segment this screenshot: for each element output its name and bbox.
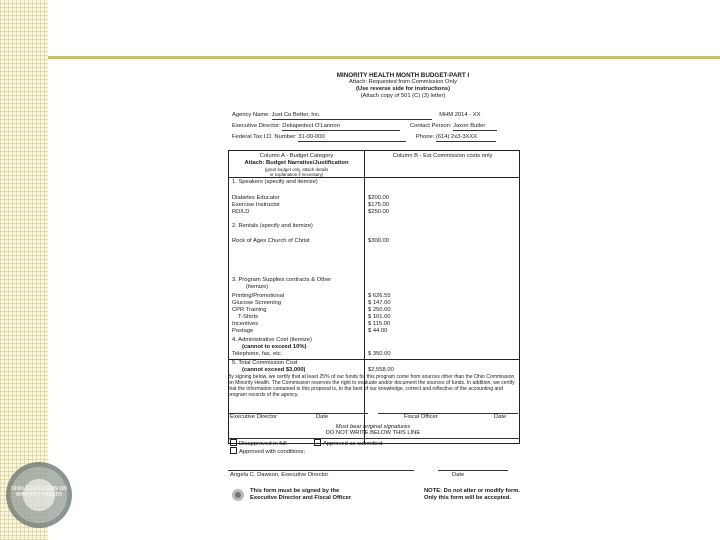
supplies-amounts — [368, 293, 391, 335]
supplies-labels — [232, 293, 284, 335]
column-a-note2: or explanation if necessary) — [269, 172, 324, 177]
rental-label: Rock of Ages Church of Christ — [232, 238, 310, 244]
header-divider — [229, 177, 519, 178]
budget-form-document — [228, 72, 578, 530]
ohio-seal-icon — [232, 489, 244, 501]
agency-label: Agency Name: — [232, 112, 271, 118]
certification-text: By signing below, we certify that at least 25% of our funds for this program come from sources other than the Ohio Commission on Minority Health. The Commission reserves the right to evaluate and/or document the sources of funds. In addition, we certify that the information contained in this proposal is, to the best of our knowledge, correct and reflective of the accounting and program records of the agency. — [228, 374, 515, 398]
form-instructions: (Use reverse side for instructions) — [355, 86, 451, 92]
supply-label: Printing/Promotional — [232, 293, 285, 299]
column-a-title: Column A - Budget Category — [259, 153, 334, 159]
budget-table — [228, 150, 520, 444]
exec-signature-label: Executive Director — [230, 414, 278, 420]
fedtax-row — [232, 134, 496, 142]
option-conditions-label: Approved with conditions: — [239, 449, 306, 455]
contact-value: Jaxon Butler — [453, 123, 486, 129]
director-label: Executive Director: — [232, 123, 281, 129]
alteration-note — [424, 488, 520, 502]
option-approved-label: Approved as submitted — [323, 441, 383, 447]
speaker-amount: $250.00 — [368, 209, 389, 215]
admin-limit: (cannot to exceed 10%) — [242, 344, 307, 350]
supply-amount: $ 44.00 — [368, 328, 388, 334]
seal-text: OHIO COMMISSION ON MINORITY HEALTH — [11, 486, 67, 498]
admin-amount: $ 350.00 — [368, 351, 391, 357]
director-row — [232, 123, 497, 131]
column-a-header — [229, 153, 364, 177]
phone-field[interactable] — [436, 134, 496, 142]
fedtax-label: Federal Tax I.D. Number: — [232, 134, 297, 140]
rental-amount: $300.00 — [368, 238, 389, 244]
supply-label: T-Shirts — [238, 314, 258, 320]
total-amount: $2,558.00 — [368, 367, 394, 373]
title-rule — [48, 56, 720, 59]
supply-amount: $ 101.00 — [368, 314, 391, 320]
phone-value: (614) 2x3-3XXX — [435, 134, 478, 140]
supply-amount: $ 626.55 — [368, 293, 391, 299]
total-limit: (cannot exceed $3,000) — [242, 367, 306, 373]
approver-name: Angela C. Dawson, Executive Director — [230, 472, 329, 478]
decorative-grid-strip — [0, 0, 48, 540]
signing-note-line: Executive Director and Fiscal Officer — [250, 495, 352, 501]
speakers-amounts — [368, 195, 389, 216]
checkbox-icon[interactable] — [314, 439, 321, 446]
mhm-number: MHM 2014 - XX — [439, 112, 481, 118]
option-approved[interactable] — [314, 439, 382, 448]
section-total — [232, 360, 305, 374]
do-not-write-note: DO NOT WRITE BELOW THIS LINE — [325, 430, 421, 436]
admin-title: 4. Administrative Cost (itemize) — [232, 337, 312, 343]
admin-label: Telephone, fax, etc. — [232, 351, 283, 357]
section-rentals: 2. Rentals (specify and itemize) — [232, 223, 313, 229]
form-subtitle: Attach: Requested from Commission Only — [349, 79, 457, 85]
supply-amount: $ 115.00 — [368, 321, 391, 327]
speaker-amount: $200.00 — [368, 195, 389, 201]
exec-date-label: Date — [316, 414, 329, 420]
signing-note-line: This form must be signed by the — [250, 488, 340, 494]
supply-amount: $ 147.00 — [368, 300, 391, 306]
total-title: 5. Total Commission Cost — [232, 360, 298, 366]
approver-date-line[interactable] — [438, 470, 508, 471]
commission-seal-icon — [6, 462, 72, 528]
speaker-label: Diabetes Educator — [232, 195, 280, 201]
approver-signature-line[interactable] — [228, 470, 414, 471]
alteration-note-line: Only this form will be accepted. — [424, 495, 511, 501]
speaker-amount: $175.00 — [368, 202, 389, 208]
supply-label: CPR Training — [232, 307, 267, 313]
contact-field[interactable] — [453, 123, 497, 131]
supplies-title: 3. Program Supplies contracts & Other — [232, 277, 332, 283]
phone-label: Phone: — [415, 134, 435, 140]
contact-label: Contact Person: — [409, 123, 452, 129]
form-attach-note: (Attach copy of 501 (C) (3) letter) — [360, 93, 446, 99]
supply-label: Postage — [232, 328, 254, 334]
supply-label: Incentives — [232, 321, 259, 327]
speaker-label: RD/LD — [232, 209, 250, 215]
column-a-subtitle: Attach: Budget Narrative/Justification — [244, 160, 349, 166]
supply-amount: $ 250.00 — [368, 307, 391, 313]
section-admin — [232, 337, 312, 351]
agency-value: Just Cu Better, Inc. — [271, 112, 321, 118]
section-supplies — [232, 277, 331, 291]
approver-date-label: Date — [452, 472, 465, 478]
form-title: MINORITY HEALTH MONTH BUDGET-PART I — [336, 72, 470, 79]
fedtax-value: 31-00-000 — [298, 134, 325, 140]
section-speakers: 1. Speakers (specify and itemize) — [232, 179, 318, 185]
option-disapproved-label: Disapproved in full — [239, 441, 287, 447]
fiscal-signature-label: Fiscal Officer — [404, 414, 438, 420]
speaker-label: Exercise Instructor — [232, 202, 280, 208]
fedtax-field[interactable] — [298, 134, 406, 142]
supply-label: Glucose Screening — [232, 300, 281, 306]
option-conditions[interactable] — [230, 447, 305, 456]
form-header — [228, 72, 578, 100]
agency-field[interactable] — [272, 112, 432, 120]
must-bear-note: Must bear original signatures — [335, 424, 411, 430]
director-value: Dekapedect O'Lannon — [282, 123, 340, 129]
column-divider — [364, 151, 365, 443]
supplies-itemize: (itemize) — [246, 284, 269, 290]
signing-note — [250, 488, 351, 502]
agency-row — [232, 112, 481, 120]
speakers-labels — [232, 195, 280, 216]
alteration-note-line: NOTE: Do not alter or modify form. — [424, 488, 520, 494]
checkbox-icon[interactable] — [230, 447, 237, 454]
column-b-header: Column B - Est Commission costs only — [392, 153, 493, 159]
fiscal-date-label: Date — [494, 414, 507, 420]
director-field[interactable] — [282, 123, 400, 131]
column-a-note1: (grant budget only, attach details — [264, 167, 329, 172]
checkbox-icon[interactable] — [230, 439, 237, 446]
